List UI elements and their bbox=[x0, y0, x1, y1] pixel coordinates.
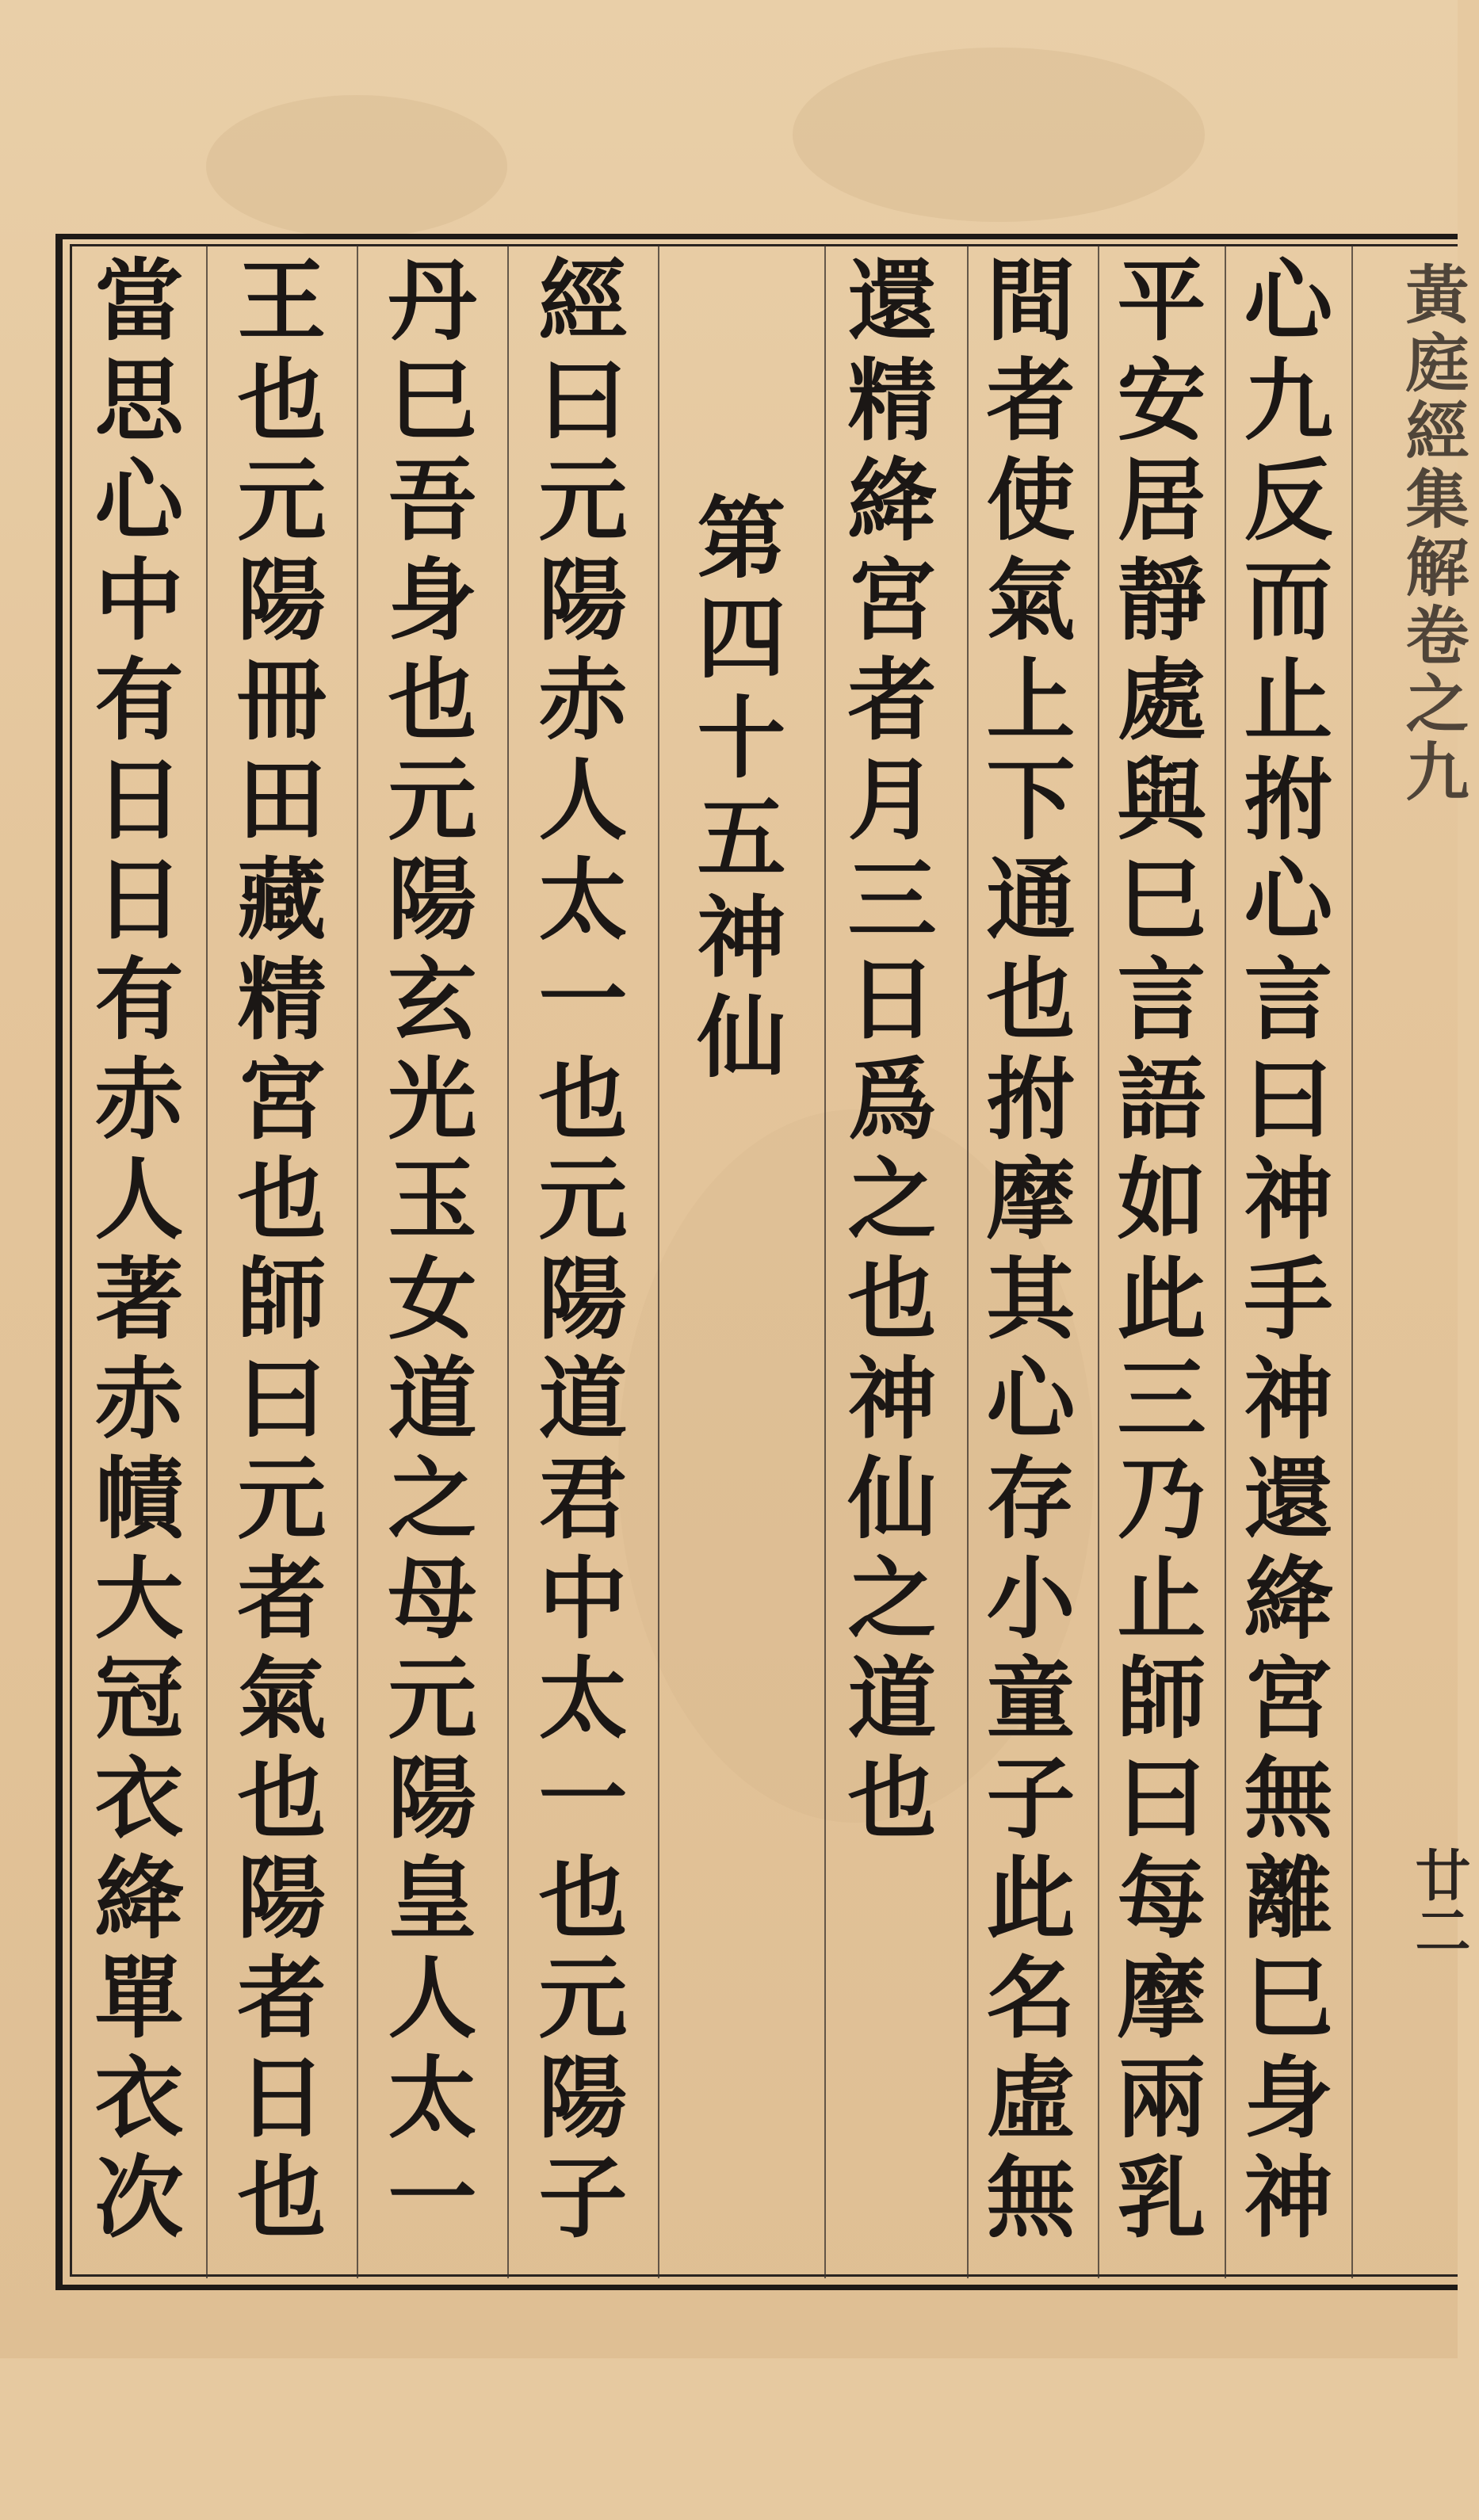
column-rule bbox=[507, 246, 509, 2278]
column-rule bbox=[206, 246, 208, 2278]
column-rule bbox=[1225, 246, 1226, 2278]
text-column-6: 經曰元陽赤人太一也元陽道君中太一也元陽子 bbox=[524, 254, 628, 2251]
paper-stain bbox=[206, 95, 507, 238]
column-rule bbox=[658, 246, 659, 2278]
text-column-2: 平安居靜處與巳言語如此三乃止師曰每摩兩乳 bbox=[1103, 254, 1206, 2251]
paper-stain bbox=[793, 48, 1205, 222]
text-column-1: 心九反而止拊心言曰神手神還絳宮無離巳身神 bbox=[1229, 254, 1333, 2251]
section-heading: 第四十五神仙 bbox=[682, 491, 786, 1090]
text-column-8: 王也元陽冊田藏精宮也師曰元者氣也陽者日也 bbox=[223, 254, 327, 2251]
margin-title: 黃庭經集解卷之九 bbox=[1395, 262, 1469, 807]
folio-number: 廿二 bbox=[1406, 1846, 1472, 1957]
text-column-7: 丹巳吾身也元陽玄光玉女道之母元陽皇人太一 bbox=[373, 254, 477, 2251]
column-rule bbox=[1098, 246, 1099, 2278]
column-rule bbox=[967, 246, 969, 2278]
column-rule bbox=[1351, 246, 1353, 2278]
text-column-3: 間者使氣上下通也拊摩其心存小童子此名虛無 bbox=[972, 254, 1076, 2251]
text-column-9: 當思心中有日日有赤人著赤幘大冠衣絳單衣次 bbox=[80, 254, 184, 2251]
column-rule bbox=[824, 246, 826, 2278]
column-rule bbox=[357, 246, 358, 2278]
text-column-4: 還精絳宮者月三日爲之也神仙之道也 bbox=[833, 254, 937, 1851]
